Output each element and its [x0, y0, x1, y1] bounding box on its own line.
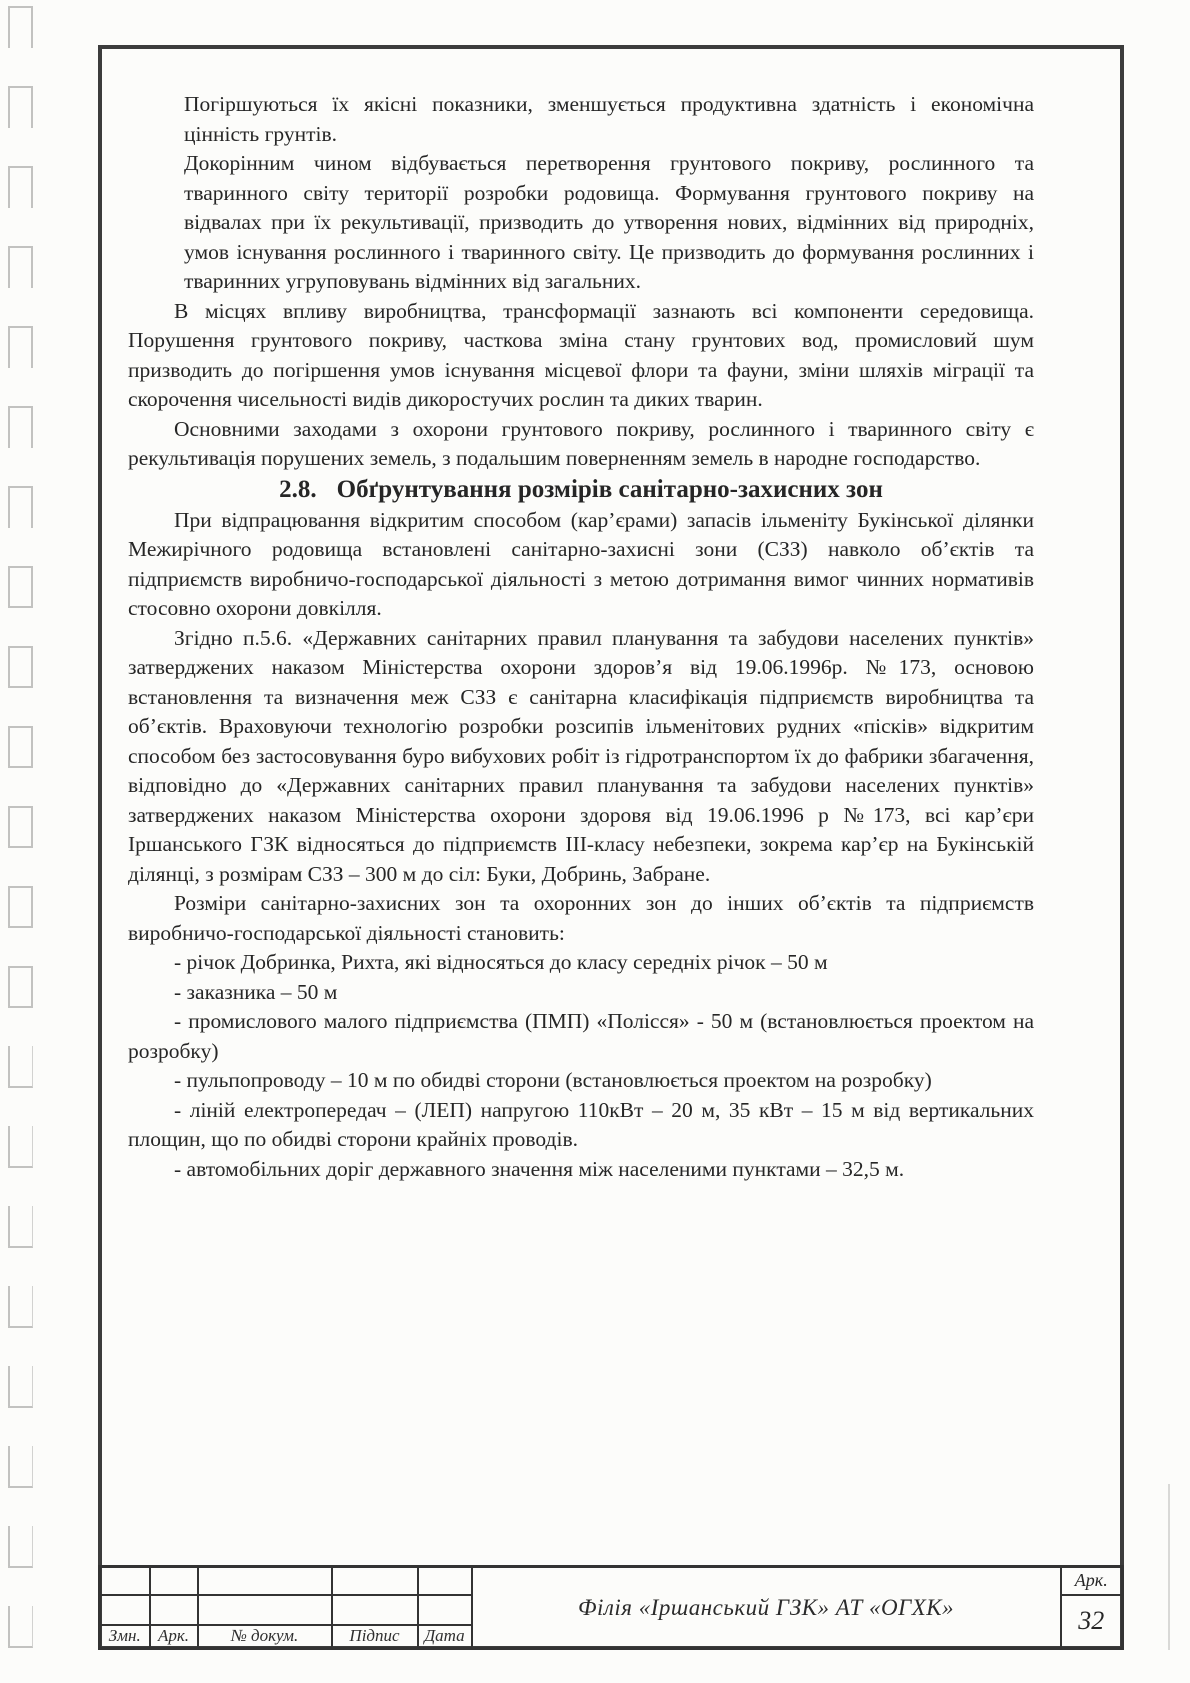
- list-item: - річок Добринка, Рихта, які відносяться до класу середніх річок – 50 м: [174, 950, 828, 974]
- intro-block: [184, 90, 1034, 297]
- list-item: - промислового малого підприємства (ПМП) «Полісся» - 50 м (встановлюється проектом на розробку): [128, 1009, 1034, 1063]
- list-item: - заказника – 50 м: [174, 979, 338, 1004]
- sheet-label: Арк.: [1061, 1567, 1123, 1595]
- paragraph: Основними заходами з охорони грунтового покриву, рослинного і тваринного світу є рекультивація порушених земель, з подальшим поверненням земель в народне господарство.: [128, 416, 1034, 470]
- footer-empty-cell: [100, 1595, 150, 1625]
- binder-mark: [8, 966, 33, 1008]
- binder-mark: [8, 246, 33, 288]
- paragraph: В місцях впливу виробництва, трансформації зазнають всі компоненти середовища. Порушення грунтового покриву, часткова зміна стану грунтових вод, промисловий шум призводить до погіршення умов існування місцевої флори та фауни, зміни шляхів міграції та скорочення чисельності видів дикоростучих рослин та диких тварин.: [128, 298, 1034, 411]
- organization-name: Філія «Іршанський ГЗК» АТ «ОГХК»: [472, 1567, 1061, 1649]
- binder-mark: [8, 1366, 33, 1408]
- footer-empty-cell: [100, 1567, 150, 1595]
- footer-empty-cell: [150, 1595, 198, 1625]
- paragraph: Згідно п.5.6. «Державних санітарних правил планування та забудови населених пунктів» затверджених наказом Міністерства охорони здоров’я від 19.06.1996р. №173, основою встановлення та визначення меж СЗЗ є санітарна класифікація підприємств виробництва та об’єктів. Враховуючи технологію розробки розсипів ільменітових рудних «пісків» відкритим способом без застосовування буро вибухових робіт із гідротранспортом їх до фабрики збагачення, відповідно до «Державних санітарних правил планування та забудови населених пунктів» затверджених наказом Міністерства охорони здоровя від 19.06.1996 р №173, всі кар’єри Іршанського ГЗК відносяться до підприємств ІІІ-класу небезпеки, зокрема кар’єр на Букінській ділянці, з розмірам СЗЗ – 300 м до сіл: Буки, Добринь, Забране.: [128, 625, 1034, 886]
- binder-mark: [8, 726, 33, 768]
- sheet-number: 32: [1061, 1595, 1123, 1649]
- binder-mark: [8, 166, 33, 208]
- binder-mark: [8, 486, 33, 528]
- binder-mark: [8, 6, 33, 48]
- footer-empty-cell: [198, 1595, 332, 1625]
- footer-col-pidpys: Підпис: [332, 1625, 418, 1649]
- footer-col-ark: Арк.: [150, 1625, 198, 1649]
- title-block-table: [98, 1565, 1124, 1650]
- footer-empty-cell: [150, 1567, 198, 1595]
- section-heading: [128, 474, 1034, 506]
- binder-mark: [8, 1286, 33, 1328]
- binder-mark: [8, 86, 33, 128]
- footer-empty-cell: [332, 1567, 418, 1595]
- document-body: [128, 90, 1034, 1184]
- binder-mark: [8, 806, 33, 848]
- footer-empty-cell: [198, 1567, 332, 1595]
- footer-col-data: Дата: [418, 1625, 472, 1649]
- binder-mark: [8, 1046, 33, 1088]
- paper-edge-shadow: [1168, 1484, 1170, 1650]
- binder-mark: [8, 566, 33, 608]
- list-item: - пульпопроводу – 10 м по обидві сторони (встановлюється проектом на розробку): [174, 1068, 932, 1092]
- paragraph: Докорінним чином відбувається перетворення грунтового покриву, рослинного та тваринного світу території розробки родовища. Формування грунтового покриву на відвалах при їх рекультивації, призводить до утворення нових, відмінних від природніх, умов існування рослинного і тваринного світу. Це призводить до формування рослинних і тваринних угруповувань відмінних від загальних.: [184, 151, 1034, 293]
- footer-empty-cell: [418, 1567, 472, 1595]
- binder-mark: [8, 326, 33, 368]
- section-number: 2.8.: [279, 475, 317, 503]
- szz-distance-list: [128, 948, 1034, 1184]
- section-title: Обґрунтування розмірів санітарно-захисних зон: [336, 475, 883, 503]
- list-item: - ліній електропередач – (ЛЕП) напругою 110кВт – 20 м, 35 кВт – 15 м від вертикальних площин, що по обидві сторони крайніх проводів.: [128, 1097, 1034, 1151]
- footer-col-zmn: Змн.: [100, 1625, 150, 1649]
- footer-empty-cell: [332, 1595, 418, 1625]
- binder-mark: [8, 646, 33, 688]
- footer-empty-cell: [418, 1595, 472, 1625]
- binder-mark: [8, 1446, 33, 1488]
- paragraph: При відпрацювання відкритим способом (кар’єрами) запасів ільменіту Букінської ділянки Межирічного родовища встановлені санітарно-захисні зони (СЗЗ) навколо об’єктів та підприємств виробничо-господарської діяльності з метою дотримання вимог чинних нормативів стосовно охорони довкілля.: [128, 507, 1034, 620]
- binder-mark: [8, 1206, 33, 1248]
- paragraph: Розміри санітарно-захисних зон та охоронних зон до інших об’єктів та підприємств виробничо-господарської діяльності становить:: [128, 891, 1034, 945]
- binder-mark: [8, 886, 33, 928]
- binder-mark: [8, 1526, 33, 1568]
- binder-mark: [8, 1126, 33, 1168]
- footer-col-dokum: № докум.: [198, 1625, 332, 1649]
- paragraph: Погіршуються їх якісні показники, зменшується продуктивна здатність і економічна цінність грунтів.: [184, 92, 1034, 146]
- list-item: - автомобільних доріг державного значення між населеними пунктами – 32,5 м.: [174, 1156, 905, 1181]
- binder-mark: [8, 406, 33, 448]
- binder-mark: [8, 1606, 33, 1648]
